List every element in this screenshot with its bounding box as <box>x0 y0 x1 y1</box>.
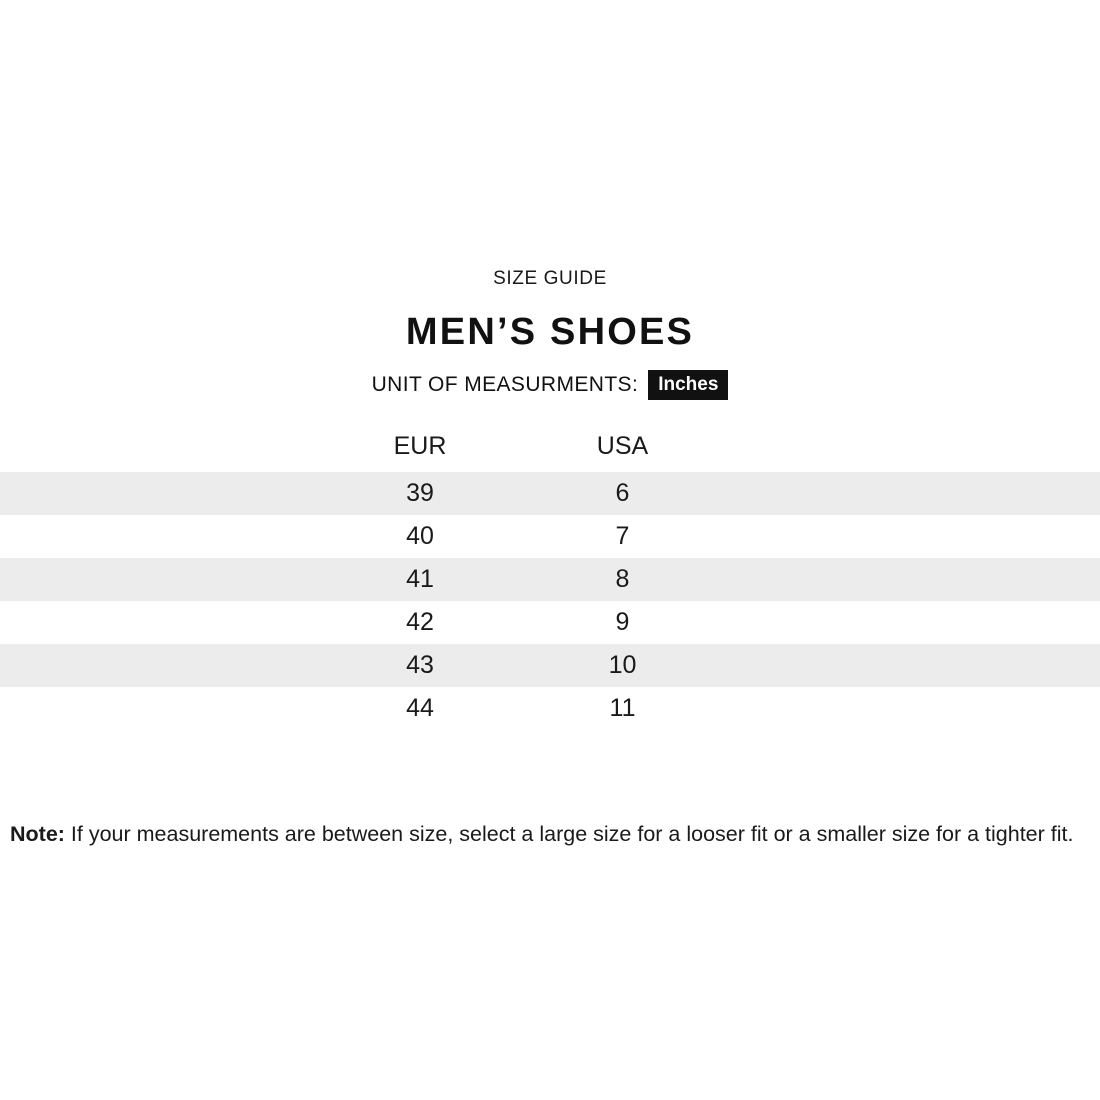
cell-usa: 8 <box>520 558 725 601</box>
row-spacer-right <box>725 558 1100 601</box>
table-row <box>0 515 1100 558</box>
cell-eur: 44 <box>320 687 520 730</box>
row-spacer-left <box>0 687 320 730</box>
cell-eur: 39 <box>320 472 520 515</box>
row-spacer-left <box>0 515 320 558</box>
table-header <box>0 424 1100 472</box>
column-header-usa: USA <box>596 431 649 460</box>
note-text <box>10 820 1090 848</box>
size-table-container <box>0 424 1100 730</box>
table-header-row <box>0 424 1100 472</box>
size-table <box>0 424 1100 730</box>
unit-of-measurement-row <box>0 370 1100 400</box>
table-row <box>0 687 1100 730</box>
note-body: If your measurements are between size, select a large size for a looser fit or a smaller size for a tighter fit. <box>64 822 1074 846</box>
table-row <box>0 472 1100 515</box>
row-spacer-right <box>725 472 1100 515</box>
cell-eur: 43 <box>320 644 520 687</box>
unit-value-badge[interactable]: Inches <box>648 370 728 400</box>
row-spacer-right <box>725 687 1100 730</box>
header-block <box>0 268 1100 400</box>
cell-eur: 40 <box>320 515 520 558</box>
table-row <box>0 601 1100 644</box>
column-header-eur: EUR <box>393 431 447 460</box>
row-spacer-right <box>725 644 1100 687</box>
cell-usa: 7 <box>520 515 725 558</box>
row-spacer-left <box>0 558 320 601</box>
table-row <box>0 644 1100 687</box>
cell-usa: 6 <box>520 472 725 515</box>
table-header-spacer-right <box>725 424 1100 472</box>
note-label: Note: <box>10 822 65 846</box>
row-spacer-right <box>725 515 1100 558</box>
row-spacer-left <box>0 472 320 515</box>
eyebrow-label: SIZE GUIDE <box>493 268 607 289</box>
unit-label: UNIT OF MEASURMENTS: <box>371 373 639 397</box>
cell-usa: 11 <box>520 687 725 730</box>
cell-eur: 41 <box>320 558 520 601</box>
cell-usa: 9 <box>520 601 725 644</box>
row-spacer-right <box>725 601 1100 644</box>
table-row <box>0 558 1100 601</box>
cell-eur: 42 <box>320 601 520 644</box>
table-header-spacer-left <box>0 424 320 472</box>
page-title: MEN’S SHOES <box>405 310 695 353</box>
table-body <box>0 472 1100 730</box>
cell-usa: 10 <box>520 644 725 687</box>
row-spacer-left <box>0 601 320 644</box>
row-spacer-left <box>0 644 320 687</box>
